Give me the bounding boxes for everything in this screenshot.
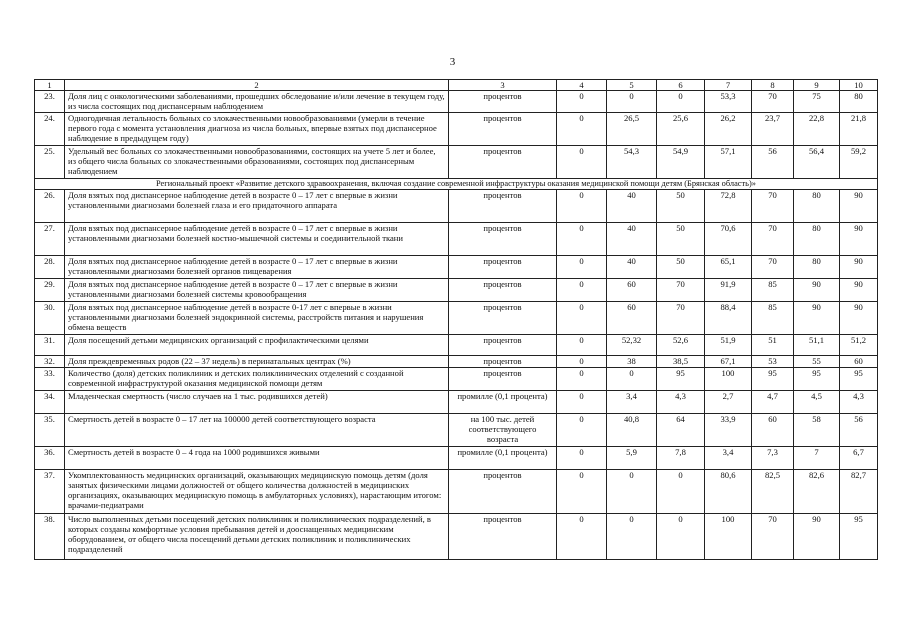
value-cell: 72,8 <box>705 190 752 223</box>
value-cell: 40 <box>607 256 657 279</box>
value-cell: 90 <box>840 190 878 223</box>
indicator-name: Количество (доля) детских поликлиник и детских поликлинических отделений с созданной современной инфраструктурой оказания медицинской помощи детям <box>65 368 449 391</box>
value-cell: 57,1 <box>705 146 752 179</box>
value-cell: 0 <box>557 223 607 256</box>
header-cell: 6 <box>657 80 705 91</box>
value-cell: 95 <box>752 368 794 391</box>
indicator-name: Удельный вес больных со злокачественными новообразованиями, состоящих на учете 5 лет и более, из общего числа больных со злокачественными образованиями, состоящих под диспансерным наблюдением <box>65 146 449 179</box>
value-cell: 95 <box>840 514 878 560</box>
unit-of-measure: процентов <box>449 356 557 368</box>
value-cell: 80,6 <box>705 470 752 514</box>
value-cell: 70 <box>752 91 794 113</box>
value-cell: 82,6 <box>794 470 840 514</box>
unit-of-measure: промилле (0,1 процента) <box>449 391 557 414</box>
value-cell: 0 <box>557 514 607 560</box>
value-cell: 70 <box>752 223 794 256</box>
table-row <box>35 335 878 356</box>
header-cell: 4 <box>557 80 607 91</box>
value-cell: 95 <box>840 368 878 391</box>
unit-of-measure: процентов <box>449 335 557 356</box>
value-cell: 60 <box>607 302 657 335</box>
value-cell: 0 <box>557 146 607 179</box>
indicator-name: Доля посещений детьми медицинских организаций с профилактическими целями <box>65 335 449 356</box>
value-cell: 59,2 <box>840 146 878 179</box>
value-cell: 23,7 <box>752 113 794 146</box>
section-title: Региональный проект «Развитие детского здравоохранения, включая создание современной инфраструктуры оказания медицинской помощи детям (Брянская область)» <box>35 179 878 190</box>
header-cell: 9 <box>794 80 840 91</box>
indicator-name: Укомплектованность медицинских организаций, оказывающих медицинскую помощь детям (доля занятых физическими лицами должностей от общего количества должностей в медицинских организациях, оказывающих медицинскую помощь в амбулаторных условиях), нарастающим итогом: врачами-педиатрами <box>65 470 449 514</box>
row-number: 35. <box>35 414 65 447</box>
table-row <box>35 302 878 335</box>
table-row <box>35 91 878 113</box>
value-cell: 90 <box>794 514 840 560</box>
unit-of-measure: процентов <box>449 279 557 302</box>
value-cell: 0 <box>557 356 607 368</box>
table-row <box>35 190 878 223</box>
value-cell: 80 <box>840 91 878 113</box>
value-cell: 0 <box>657 514 705 560</box>
value-cell: 80 <box>794 190 840 223</box>
table-row <box>35 470 878 514</box>
unit-of-measure: на 100 тыс. детей соответствующего возраста <box>449 414 557 447</box>
row-number: 31. <box>35 335 65 356</box>
value-cell: 0 <box>557 414 607 447</box>
value-cell: 70,6 <box>705 223 752 256</box>
value-cell: 38,5 <box>657 356 705 368</box>
value-cell: 0 <box>557 335 607 356</box>
indicator-name: Смертность детей в возрасте 0 – 4 года на 1000 родившихся живыми <box>65 447 449 470</box>
table-row <box>35 514 878 560</box>
indicator-name: Доля взятых под диспансерное наблюдение детей в возрасте 0 – 17 лет с впервые в жизни установленными диагнозами болезней системы кровообращения <box>65 279 449 302</box>
value-cell: 100 <box>705 368 752 391</box>
row-number: 38. <box>35 514 65 560</box>
value-cell: 50 <box>657 256 705 279</box>
value-cell: 90 <box>794 279 840 302</box>
value-cell: 64 <box>657 414 705 447</box>
unit-of-measure: процентов <box>449 113 557 146</box>
value-cell: 54,3 <box>607 146 657 179</box>
value-cell: 21,8 <box>840 113 878 146</box>
value-cell: 75 <box>794 91 840 113</box>
value-cell: 90 <box>840 223 878 256</box>
value-cell: 0 <box>607 514 657 560</box>
indicator-name: Доля лиц с онкологическими заболеваниями, прошедших обследование и/или лечение в текущем году, из числа состоящих под диспансерным наблюдением <box>65 91 449 113</box>
value-cell: 0 <box>657 91 705 113</box>
indicator-name: Доля взятых под диспансерное наблюдение детей в возрасте 0 – 17 лет с впервые в жизни установленными диагнозами болезней глаза и его придаточного аппарата <box>65 190 449 223</box>
value-cell: 55 <box>794 356 840 368</box>
unit-of-measure: процентов <box>449 91 557 113</box>
value-cell: 65,1 <box>705 256 752 279</box>
value-cell: 91,9 <box>705 279 752 302</box>
value-cell: 4,3 <box>840 391 878 414</box>
value-cell: 82,5 <box>752 470 794 514</box>
row-number: 24. <box>35 113 65 146</box>
value-cell: 95 <box>794 368 840 391</box>
indicator-name: Доля взятых под диспансерное наблюдение детей в возрасте 0 – 17 лет с впервые в жизни установленными диагнозами болезней костно-мышечной системы и соединительной ткани <box>65 223 449 256</box>
unit-of-measure: процентов <box>449 514 557 560</box>
value-cell: 70 <box>657 302 705 335</box>
value-cell: 6,7 <box>840 447 878 470</box>
indicator-name: Доля преждевременных родов (22 – 37 недель) в перинатальных центрах (%) <box>65 356 449 368</box>
header-cell: 3 <box>449 80 557 91</box>
row-number: 36. <box>35 447 65 470</box>
header-cell: 7 <box>705 80 752 91</box>
value-cell: 0 <box>557 302 607 335</box>
row-number: 29. <box>35 279 65 302</box>
row-number: 32. <box>35 356 65 368</box>
table-row <box>35 391 878 414</box>
value-cell: 0 <box>557 391 607 414</box>
value-cell: 25,6 <box>657 113 705 146</box>
section-row <box>35 179 878 190</box>
value-cell: 51,2 <box>840 335 878 356</box>
value-cell: 52,6 <box>657 335 705 356</box>
value-cell: 3,4 <box>607 391 657 414</box>
value-cell: 90 <box>840 256 878 279</box>
value-cell: 0 <box>557 279 607 302</box>
value-cell: 54,9 <box>657 146 705 179</box>
indicator-name: Доля взятых под диспансерное наблюдение детей в возрасте 0-17 лет с впервые в жизни установленными диагнозами болезней эндокринной системы, расстройств питания и нарушения обмена веществ <box>65 302 449 335</box>
value-cell: 2,7 <box>705 391 752 414</box>
value-cell: 80 <box>794 256 840 279</box>
value-cell: 0 <box>557 470 607 514</box>
value-cell: 51,1 <box>794 335 840 356</box>
row-number: 23. <box>35 91 65 113</box>
unit-of-measure: промилле (0,1 процента) <box>449 447 557 470</box>
unit-of-measure: процентов <box>449 256 557 279</box>
header-cell: 2 <box>65 80 449 91</box>
value-cell: 85 <box>752 279 794 302</box>
value-cell: 50 <box>657 223 705 256</box>
value-cell: 0 <box>557 368 607 391</box>
value-cell: 56,4 <box>794 146 840 179</box>
value-cell: 22,8 <box>794 113 840 146</box>
value-cell: 60 <box>840 356 878 368</box>
value-cell: 26,2 <box>705 113 752 146</box>
value-cell: 4,3 <box>657 391 705 414</box>
header-cell: 1 <box>35 80 65 91</box>
value-cell: 51,9 <box>705 335 752 356</box>
value-cell: 50 <box>657 190 705 223</box>
table-row <box>35 256 878 279</box>
value-cell: 70 <box>657 279 705 302</box>
header-cell: 5 <box>607 80 657 91</box>
value-cell: 56 <box>840 414 878 447</box>
row-number: 30. <box>35 302 65 335</box>
value-cell: 0 <box>607 91 657 113</box>
value-cell: 60 <box>607 279 657 302</box>
value-cell: 58 <box>794 414 840 447</box>
value-cell: 82,7 <box>840 470 878 514</box>
value-cell: 38 <box>607 356 657 368</box>
value-cell: 53,3 <box>705 91 752 113</box>
value-cell: 33,9 <box>705 414 752 447</box>
value-cell: 51 <box>752 335 794 356</box>
table-row <box>35 368 878 391</box>
value-cell: 40,8 <box>607 414 657 447</box>
table-row <box>35 447 878 470</box>
value-cell: 0 <box>557 256 607 279</box>
value-cell: 0 <box>607 368 657 391</box>
value-cell: 88,4 <box>705 302 752 335</box>
value-cell: 90 <box>840 302 878 335</box>
value-cell: 4,7 <box>752 391 794 414</box>
indicator-name: Смертность детей в возрасте 0 – 17 лет на 100000 детей соответствующего возраста <box>65 414 449 447</box>
row-number: 26. <box>35 190 65 223</box>
value-cell: 0 <box>557 113 607 146</box>
row-number: 27. <box>35 223 65 256</box>
unit-of-measure: процентов <box>449 146 557 179</box>
table-row <box>35 356 878 368</box>
value-cell: 4,5 <box>794 391 840 414</box>
value-cell: 7,3 <box>752 447 794 470</box>
value-cell: 90 <box>794 302 840 335</box>
value-cell: 70 <box>752 190 794 223</box>
value-cell: 52,32 <box>607 335 657 356</box>
header-cell: 10 <box>840 80 878 91</box>
header-cell: 8 <box>752 80 794 91</box>
unit-of-measure: процентов <box>449 368 557 391</box>
column-number-header-row <box>35 80 878 91</box>
value-cell: 40 <box>607 223 657 256</box>
value-cell: 0 <box>607 470 657 514</box>
table-row <box>35 146 878 179</box>
value-cell: 56 <box>752 146 794 179</box>
value-cell: 53 <box>752 356 794 368</box>
value-cell: 90 <box>840 279 878 302</box>
value-cell: 0 <box>657 470 705 514</box>
indicator-name: Число выполненных детьми посещений детских поликлиник и поликлинических подразделений, в которых созданы комфортные условия пребывания детей и дооснащенных медицинским оборудованием, от общего числа посещений детьми детских поликлиник и поликлинических подразделений <box>65 514 449 560</box>
indicator-name: Доля взятых под диспансерное наблюдение детей в возрасте 0 – 17 лет с впервые в жизни установленными диагнозами болезней органов пищеварения <box>65 256 449 279</box>
row-number: 28. <box>35 256 65 279</box>
value-cell: 3,4 <box>705 447 752 470</box>
row-number: 34. <box>35 391 65 414</box>
row-number: 25. <box>35 146 65 179</box>
value-cell: 100 <box>705 514 752 560</box>
unit-of-measure: процентов <box>449 470 557 514</box>
value-cell: 85 <box>752 302 794 335</box>
value-cell: 5,9 <box>607 447 657 470</box>
value-cell: 7,8 <box>657 447 705 470</box>
indicator-name: Одногодичная летальность больных со злокачественными новообразованиями (умерли в течение первого года с момента установления диагноза из числа больных, впервые взятых под диспансерное наблюдение в предыдущем году) <box>65 113 449 146</box>
table-row <box>35 414 878 447</box>
value-cell: 26,5 <box>607 113 657 146</box>
value-cell: 7 <box>794 447 840 470</box>
value-cell: 0 <box>557 91 607 113</box>
indicators-table <box>34 79 878 560</box>
value-cell: 70 <box>752 256 794 279</box>
table-row <box>35 223 878 256</box>
unit-of-measure: процентов <box>449 190 557 223</box>
value-cell: 60 <box>752 414 794 447</box>
value-cell: 95 <box>657 368 705 391</box>
row-number: 33. <box>35 368 65 391</box>
table-row <box>35 279 878 302</box>
indicator-name: Младенческая смертность (число случаев на 1 тыс. родившихся детей) <box>65 391 449 414</box>
value-cell: 80 <box>794 223 840 256</box>
table-row <box>35 113 878 146</box>
value-cell: 40 <box>607 190 657 223</box>
value-cell: 0 <box>557 447 607 470</box>
value-cell: 67,1 <box>705 356 752 368</box>
row-number: 37. <box>35 470 65 514</box>
unit-of-measure: процентов <box>449 223 557 256</box>
value-cell: 70 <box>752 514 794 560</box>
value-cell: 0 <box>557 190 607 223</box>
unit-of-measure: процентов <box>449 302 557 335</box>
page-number: 3 <box>449 56 456 68</box>
